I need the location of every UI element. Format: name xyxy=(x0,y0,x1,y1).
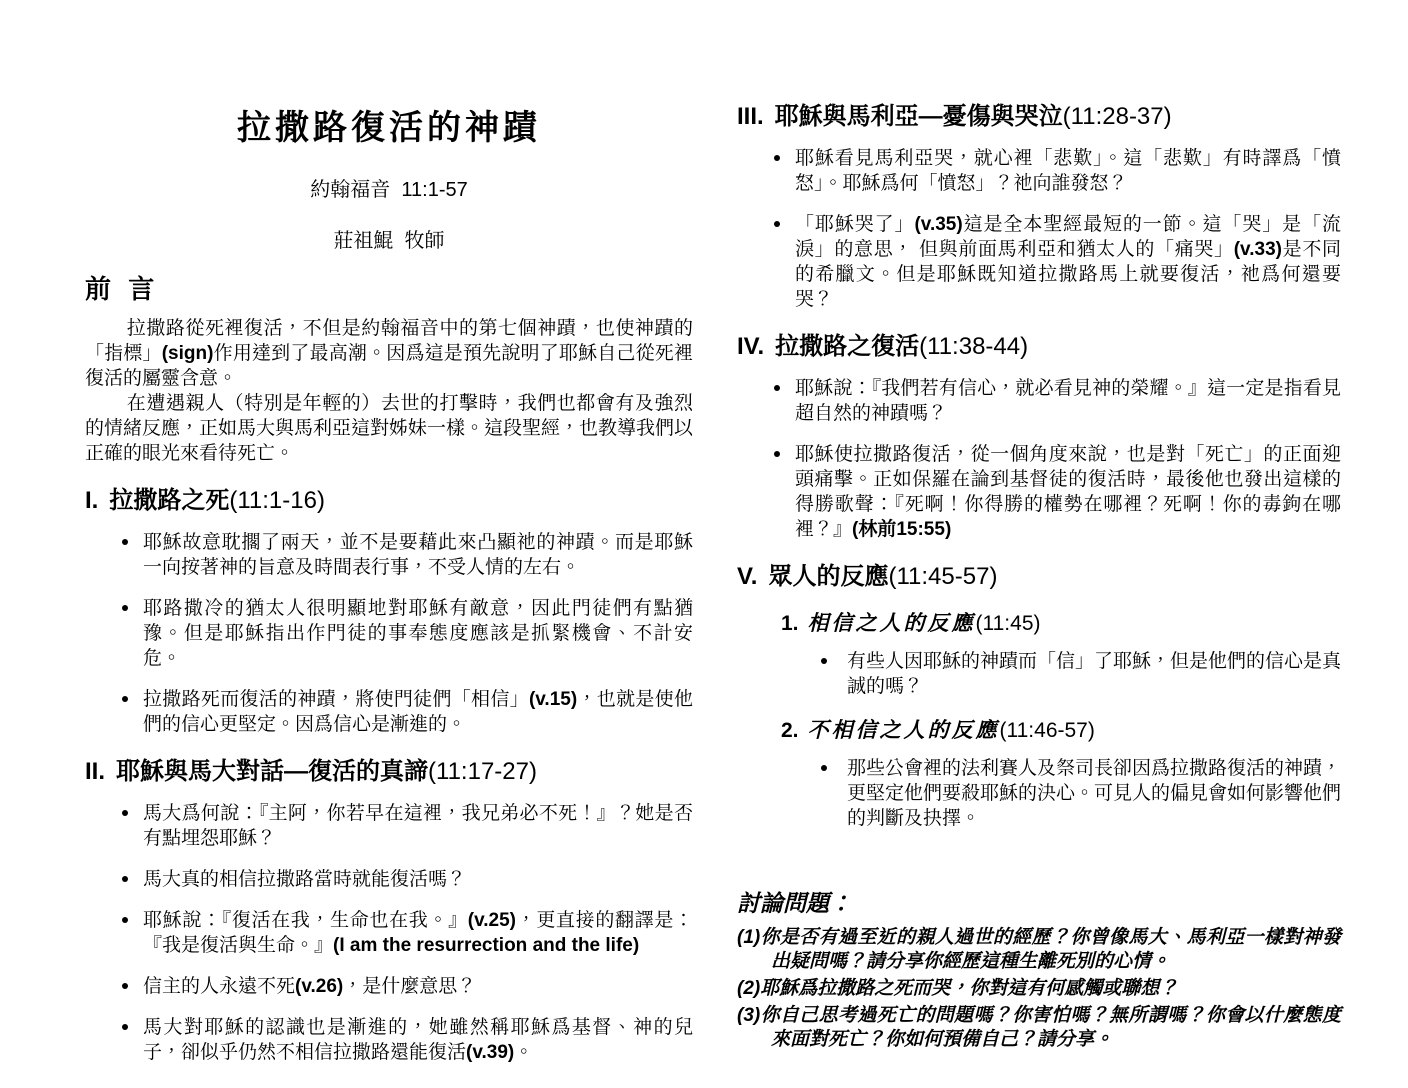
page-title: 拉撒路復活的神蹟 xyxy=(237,109,541,147)
bullet-item: 「耶穌哭了」(v.35)這是全本聖經最短的一節。這「哭」是「流淚」的意思， 但與前面馬利亞和猶太人的「痛哭」(v.33)是不同的希臘文。但是耶穌既知道拉撒路馬上就要復活，祂爲何還要哭？ xyxy=(737,212,1341,312)
discussion-question: (1)你是否有過至近的親人過世的經歷？你曾像馬大、馬利亞一樣對神發出疑問嗎？請分享你經歷這種生離死別的心情。 xyxy=(737,927,1341,972)
subsection-number: 2. xyxy=(781,719,799,742)
bullet-item: 耶路撒冷的猶太人很明顯地對耶穌有敵意，因此門徒們有點猶豫。但是耶穌指出作門徒的事奉態度應該是抓緊機會、不計安危。 xyxy=(85,596,693,671)
left-sections xyxy=(85,486,693,1065)
author-line: 莊祖鯤 牧師 xyxy=(333,230,445,252)
section-title: 拉撒路之復活 xyxy=(775,333,920,360)
bullet-list xyxy=(737,146,1341,312)
bullet-item: 馬大真的相信拉撒路當時就能復活嗎？ xyxy=(85,867,693,892)
subsection-verse-ref: (11:45) xyxy=(975,612,1041,635)
section-iii xyxy=(737,102,1341,312)
section-iv xyxy=(737,332,1341,542)
section-verse-ref: (11:28-37) xyxy=(1062,103,1172,130)
right-sections xyxy=(737,102,1341,831)
discussion-question: (3)你自己思考過死亡的問題嗎？你害怕嗎？無所謂嗎？你會以什麼態度來面對死亡？你如何預備自己？請分享。 xyxy=(737,1005,1341,1050)
intro-paragraph: 拉撒路從死裡復活，不但是約翰福音中的第七個神蹟，也使神蹟的「指標」(sign)作用達到了最高潮。因爲這是預先說明了耶穌自己從死裡復活的屬靈含意。 xyxy=(85,318,693,389)
section-heading xyxy=(737,102,1341,132)
section-heading xyxy=(85,757,693,787)
bullet-list xyxy=(85,801,693,1065)
section-numeral: I. xyxy=(85,487,99,514)
bullet-item: 耶穌看見馬利亞哭，就心裡「悲歎」。這「悲歎」有時譯爲「憤怒」。耶穌爲何「憤怒」？祂向誰發怒？ xyxy=(737,146,1341,196)
bullet-list xyxy=(737,376,1341,542)
subsection-title: 相信之人的反應 xyxy=(807,612,976,635)
bullet-item: 馬大對耶穌的認識也是漸進的，她雖然稱耶穌爲基督、神的兒子，卻似乎仍然不相信拉撒路還能復活(v.39)。 xyxy=(85,1015,693,1065)
subsection-heading xyxy=(781,717,1341,744)
section-heading xyxy=(85,486,693,516)
bullet-item: 有些人因耶穌的神蹟而「信」了耶穌，但是他們的信心是真誠的嗎？ xyxy=(737,649,1341,699)
discussion-heading: 討論問題： xyxy=(737,890,852,916)
bullet-item: 耶穌說：『復活在我，生命也在我。』(v.25)，更直接的翻譯是：『我是復活與生命。』(I am the resurrection and the life) xyxy=(85,908,693,958)
section-numeral: II. xyxy=(85,758,106,785)
subsection-title: 不相信之人的反應 xyxy=(807,719,1000,742)
bullet-item: 馬大爲何說：『主阿，你若早在這裡，我兄弟必不死！』？她是否有點埋怨耶穌？ xyxy=(85,801,693,851)
section-title: 拉撒路之死 xyxy=(109,487,230,514)
subsection-number: 1. xyxy=(781,612,799,635)
section-numeral: III. xyxy=(737,103,764,130)
section-v xyxy=(737,562,1341,831)
bullet-list xyxy=(737,756,1341,831)
subsection-heading xyxy=(781,610,1341,637)
section-ii xyxy=(85,757,693,1065)
right-column xyxy=(737,92,1341,1068)
bullet-item: 信主的人永遠不死(v.26)，是什麼意思？ xyxy=(85,974,693,999)
section-heading xyxy=(737,562,1341,592)
section-title: 耶穌與馬利亞—憂傷與哭泣 xyxy=(774,103,1063,130)
subsection-verse-ref: (11:46-57) xyxy=(999,719,1095,742)
discussion-section xyxy=(737,885,1341,1052)
section-i xyxy=(85,486,693,737)
section-verse-ref: (11:1-16) xyxy=(229,487,325,514)
section-verse-ref: (11:38-44) xyxy=(919,333,1029,360)
bullet-item: 拉撒路死而復活的神蹟，將使門徒們「相信」(v.15)，也就是使他們的信心更堅定。因爲信心是漸進的。 xyxy=(85,687,693,737)
section-numeral: IV. xyxy=(737,333,765,360)
left-column xyxy=(85,92,693,1068)
section-heading xyxy=(737,332,1341,362)
discussion-question: (2)耶穌爲拉撒路之死而哭，你對這有何感觸或聯想？ xyxy=(737,978,1179,999)
section-verse-ref: (11:17-27) xyxy=(428,758,537,785)
bullet-list xyxy=(737,649,1341,699)
scripture-reference: 約翰福音 11:1-57 xyxy=(310,179,468,201)
section-verse-ref: (11:45-57) xyxy=(888,563,998,590)
bullet-item: 耶穌說：『我們若有信心，就必看見神的榮耀。』這一定是指看見超自然的神蹟嗎？ xyxy=(737,376,1341,426)
bullet-item: 那些公會裡的法利賽人及祭司長卻因爲拉撒路復活的神蹟，更堅定他們要殺耶穌的決心。可見人的偏見會如何影響他們的判斷及抉擇。 xyxy=(737,756,1341,831)
bullet-item: 耶穌使拉撒路復活，從一個角度來說，也是對「死亡」的正面迎頭痛擊。正如保羅在論到基督徒的復活時，最後他也發出這樣的得勝歌聲：『死啊！你得勝的權勢在哪裡？死啊！你的毒鉤在哪裡？』(林前15:55) xyxy=(737,442,1341,542)
bullet-item: 耶穌故意耽擱了兩天，並不是要藉此來凸顯祂的神蹟。而是耶穌一向按著神的旨意及時間表行事，不受人情的左右。 xyxy=(85,530,693,580)
section-title: 耶穌與馬大對話—復活的真諦 xyxy=(116,758,429,785)
discussion-questions xyxy=(737,926,1341,1052)
intro-paragraphs xyxy=(85,316,693,466)
section-numeral: V. xyxy=(737,563,758,590)
section-title: 眾人的反應 xyxy=(768,563,889,590)
bullet-list xyxy=(85,530,693,737)
intro-paragraph: 在遭遇親人（特別是年輕的）去世的打擊時，我們也都會有及強烈的情緒反應，正如馬大與馬利亞這對姊妹一樣。這段聖經，也教導我們以正確的眼光來看待死亡。 xyxy=(85,393,694,464)
intro-heading: 前 言 xyxy=(85,274,155,304)
